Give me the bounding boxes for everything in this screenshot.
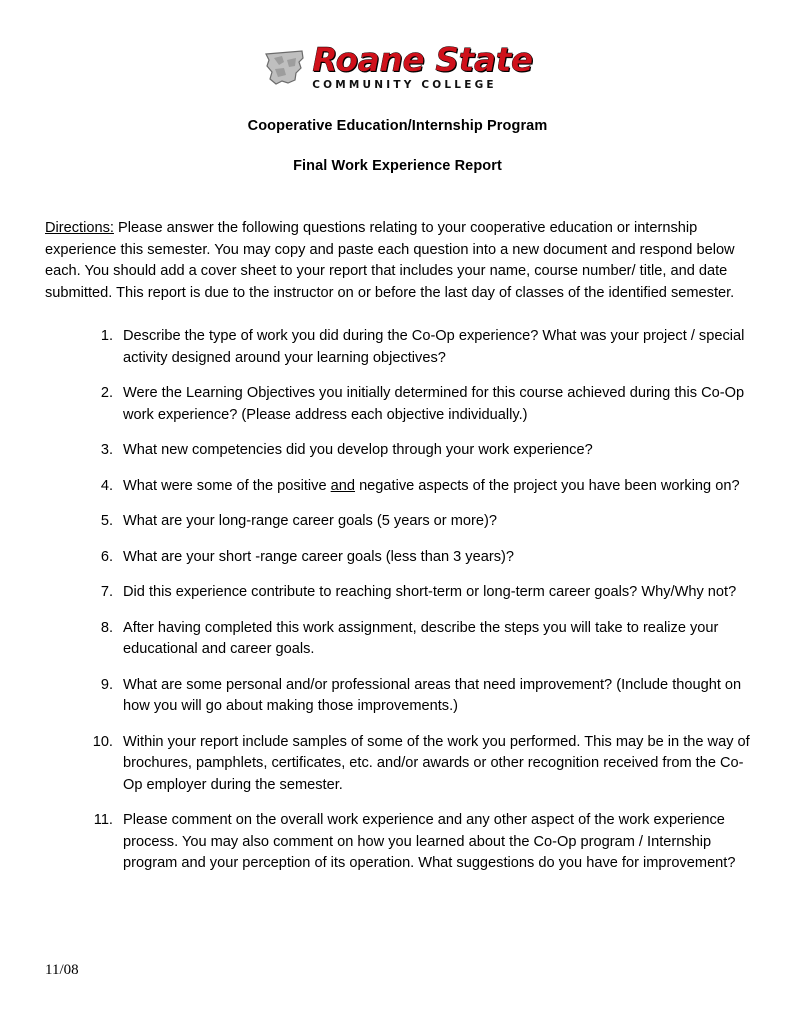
list-item <box>45 326 750 369</box>
list-item-text: What are your long-range career goals (5 years or more)? <box>123 513 497 529</box>
list-item-text-emphasis: and <box>330 477 356 494</box>
list-item-text: Within your report include samples of some of the work you performed. This may be in the way of brochures, pamphlets, certificates, etc. and/or awards or other recognition received from the Co-Op employer during the semester. <box>123 733 750 793</box>
directions-body: Please answer the following questions relating to your cooperative education or internship experience this semester. You may copy and paste each question into a new document and respond below each. You should add a cover sheet to your report that includes your name, course number/ title, and date submitted. This report is due to the instructor on or before the last day of classes of the identified semester. <box>45 220 735 301</box>
list-item-text: Describe the type of work you did during the Co-Op experience? What was your project / special activity designed around your learning objectives? <box>123 328 745 366</box>
list-item-text: What are your short -range career goals (less than 3 years)? <box>123 548 514 565</box>
roane-state-logo <box>262 42 533 92</box>
document-content <box>45 0 750 889</box>
list-item-text <box>123 476 750 498</box>
list-item-text: What new competencies did you develop through your work experience? <box>123 442 593 458</box>
page-title: Cooperative Education/Internship Program <box>247 118 548 134</box>
tennessee-state-outline-icon <box>262 42 306 92</box>
list-item <box>45 675 750 718</box>
list-item-number: 10. <box>92 733 113 750</box>
questions-list <box>45 326 750 875</box>
logo-wordmark <box>312 40 533 91</box>
directions-label: Directions: <box>45 220 114 236</box>
list-item-text-before: What were some of the positive <box>123 477 331 494</box>
page-subtitle: Final Work Experience Report <box>293 158 502 174</box>
list-item-text: After having completed this work assignment, describe the steps you will take to realize your educational and career goals. <box>123 619 719 657</box>
list-item <box>45 732 750 797</box>
revision-date: 11/08 <box>45 962 79 978</box>
list-item <box>45 511 750 533</box>
list-item <box>45 476 750 498</box>
list-item-number: 11. <box>93 812 113 828</box>
list-item <box>45 440 750 462</box>
list-item-text: Did this experience contribute to reaching short-term or long-term career goals? Why/Why not? <box>123 584 737 600</box>
list-item-number: 1. <box>100 328 113 344</box>
list-item <box>45 582 750 604</box>
list-item-number: 4. <box>100 477 113 494</box>
list-item-number: 6. <box>100 548 113 565</box>
list-item <box>45 618 750 661</box>
logo-name: Roane State <box>312 40 533 79</box>
logo-subtitle: COMMUNITY COLLEGE <box>312 79 497 91</box>
list-item-number: 8. <box>100 619 113 636</box>
list-item-number: 9. <box>100 676 113 693</box>
list-item <box>45 547 750 569</box>
list-item-text: Please comment on the overall work experience and any other aspect of the work experience process. You may also comment on how you learned about the Co-Op program / Internship program and your perception of its operation. What suggestions do you have for improvement? <box>123 812 736 871</box>
list-item-text: Were the Learning Objectives you initially determined for this course achieved during this Co-Op work experience? (Please address each objective individually.) <box>123 385 745 423</box>
list-item-number: 2. <box>100 385 113 401</box>
list-item <box>45 383 750 426</box>
directions-paragraph <box>45 218 750 304</box>
list-item-number: 3. <box>100 442 113 458</box>
list-item-number: 7. <box>100 584 113 600</box>
list-item-text-after: negative aspects of the project you have been working on? <box>355 477 740 494</box>
logo-block <box>45 42 750 92</box>
list-item <box>45 810 750 875</box>
list-item-number: 5. <box>100 513 113 529</box>
list-item-text: What are some personal and/or professional areas that need improvement? (Include thought on how you will go about making those improvements.) <box>123 676 742 714</box>
